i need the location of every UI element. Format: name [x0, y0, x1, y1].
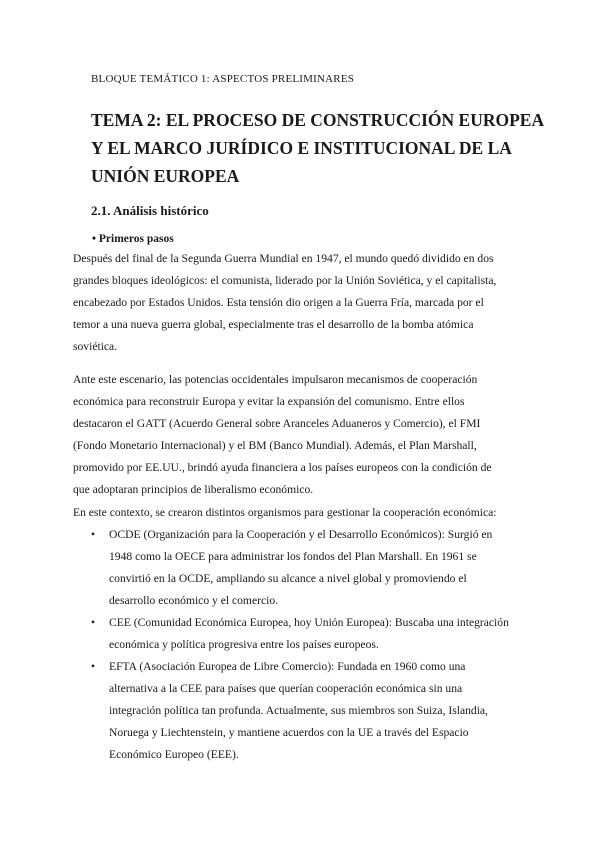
bullet-icon: •: [91, 528, 96, 541]
bullet-icon: •: [91, 616, 96, 629]
text-line: En este contexto, se crearon distintos organismos para gestionar la cooperación económica:: [73, 506, 497, 519]
text-line: (Fondo Monetario Internacional) y el BM (Banco Mundial). Además, el Plan Marshall,: [73, 439, 477, 452]
text-line: destacaron el GATT (Acuerdo General sobre Aranceles Aduaneros y Comercio), el FMI: [73, 417, 481, 430]
text-line: Noruega y Liechtenstein, y mantiene acuerdos con la UE a través del Espacio: [109, 726, 469, 739]
text-line: integración política tan profunda. Actualmente, sus miembros son Suiza, Islandia,: [109, 704, 488, 717]
text-line: económica y política progresiva entre los países europeos.: [109, 638, 379, 651]
subsection-heading: • Primeros pasos: [92, 233, 174, 245]
title-line: TEMA 2: EL PROCESO DE CONSTRUCCIÓN EUROPEA: [91, 110, 545, 130]
text-line: encabezado por Estados Unidos. Esta tensión dio origen a la Guerra Fría, marcada por el: [73, 296, 484, 309]
text-line: soviética.: [73, 340, 118, 353]
text-line: desarrollo económico y el comercio.: [109, 594, 279, 607]
text-line: alternativa a la CEE para países que querían cooperación económica sin una: [109, 682, 463, 695]
text-line: promovido por EE.UU., brindó ayuda financiera a los países europeos con la condición de: [73, 461, 492, 474]
title-line: UNIÓN EUROPEA: [91, 166, 240, 186]
paragraph-2: [73, 369, 492, 501]
text-line: 1948 como la OECE para administrar los fondos del Plan Marshall. En 1961 se: [109, 550, 477, 563]
text-line: que adoptaran principios de liberalismo económico.: [73, 483, 314, 496]
text-line: Después del final de la Segunda Guerra Mundial en 1947, el mundo quedó dividido en dos: [73, 252, 494, 265]
text-line: EFTA (Asociación Europea de Libre Comercio): Fundada en 1960 como una: [109, 660, 466, 673]
text-line: convirtió en la OCDE, ampliando su alcance a nivel global y promoviendo el: [109, 572, 467, 585]
text-line: económica para reconstruir Europa y evitar la expansión del comunismo. Entre ellos: [73, 395, 465, 408]
section-heading: 2.1. Análisis histórico: [91, 203, 209, 218]
text-line: Ante este escenario, las potencias occidentales impulsaron mecanismos de cooperación: [73, 373, 478, 386]
text-line: Económico Europeo (EEE).: [109, 748, 239, 761]
page-title: [91, 106, 544, 190]
block-header: BLOQUE TEMÁTICO 1: ASPECTOS PRELIMINARES: [91, 73, 355, 85]
text-line: OCDE (Organización para la Cooperación y el Desarrollo Económicos): Surgió en: [109, 528, 493, 541]
bullet-icon: •: [91, 660, 96, 673]
text-line: temor a una nueva guerra global, especialmente tras el desarrollo de la bomba atómica: [73, 318, 474, 331]
paragraph-1: [73, 248, 496, 358]
text-line: grandes bloques ideológicos: el comunista, liderado por la Unión Soviética, y el capitalista,: [73, 274, 497, 287]
paragraph-3: [73, 502, 496, 524]
text-line: CEE (Comunidad Económica Europea, hoy Unión Europea): Buscaba una integración: [109, 616, 509, 629]
title-line: Y EL MARCO JURÍDICO E INSTITUCIONAL DE LA: [91, 138, 512, 158]
